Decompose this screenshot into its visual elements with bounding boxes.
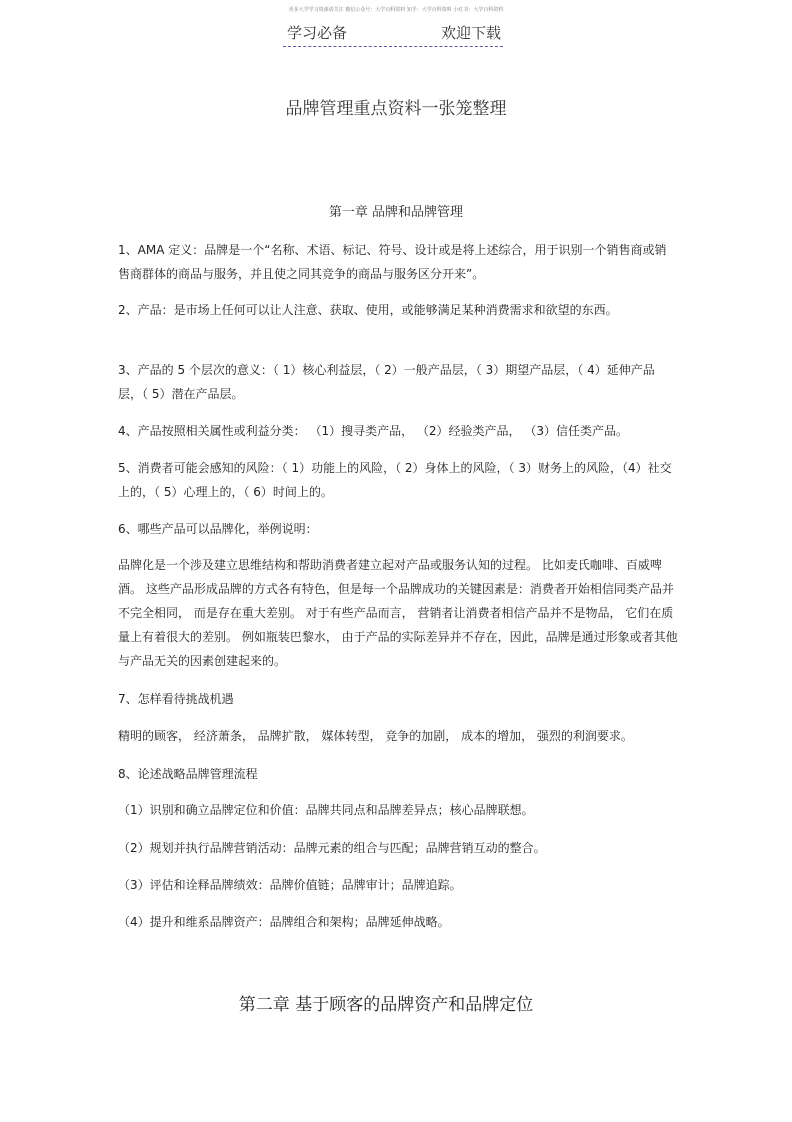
- document-title: 品牌管理重点资料一张笼整理: [285, 99, 507, 119]
- item-challenges-question: 7、怎样看待挑战机遇: [118, 692, 234, 706]
- item-product-classification: 4、产品按照相关属性或利益分类： （1）搜寻类产品， （2）经验类产品， （3）信任类产品。: [118, 424, 628, 438]
- watermark-text: 更多大学学习资源请关注 微信公众号：大学百科资料 知乎：大学百科资料 小红书：大学百科资料: [288, 7, 504, 13]
- chapter-2-heading: 第二章 基于顾客的品牌资产和品牌定位: [238, 995, 534, 1015]
- item-process-step-3: （3）评估和诠释品牌绩效：品牌价值链；品牌审计；品牌追踪。: [118, 878, 462, 892]
- item-process-step-1: （1）识别和确立品牌定位和价值：品牌共同点和品牌差异点；核心品牌联想。: [118, 803, 534, 817]
- item-branding-answer: 品牌化是一个涉及建立思维结构和帮助消费者建立起对产品或服务认知的过程。 比如麦氏咖啡、百威啤酒。 这些产品形成品牌的方式各有特色，但是每一个品牌成功的关键因素是：消费者开始相信同类产品并不完全相同， 而是存在重大差别。 对于有些产品而言， 营销者让消费者相信产品并不是物品， 它们在质量上有着很大的差别。 例如瓶装巴黎水， 由于产品的实际差异并不存在，因此，品牌是通过形象或者其他与产品无关的因素创建起来的。: [118, 558, 678, 668]
- item-ama-definition: 1、AMA 定义：品牌是一个“名称、术语、标记、符号、设计或是将上述综合，用于识别一个销售商或销售商群体的商品与服务，并且使之同其竞争的商品与服务区分开来”。: [118, 243, 667, 281]
- item-perceived-risks: 5、消费者可能会感知的风险：（ 1）功能上的风险，（ 2）身体上的风险，（ 3）财务上的风险，（4）社交上的，（ 5）心理上的，（ 6）时间上的。: [118, 461, 672, 499]
- item-process-step-4: （4）提升和维系品牌资产：品牌组合和架构；品牌延伸战略。: [118, 915, 450, 929]
- header-left-text: 学习必备: [287, 24, 348, 42]
- item-product-levels: 3、产品的 5 个层次的意义：（ 1）核心利益层，（ 2）一般产品层，（ 3）期望产品层，（ 4）延伸产品层，（ 5）潜在产品层。: [118, 363, 655, 401]
- item-challenges-answer: 精明的顾客， 经济萧条， 品牌扩散， 媒体转型， 竞争的加剧， 成本的增加， 强烈的利润要求。: [118, 729, 633, 743]
- item-strategic-process-question: 8、论述战略品牌管理流程: [118, 767, 258, 781]
- page-header: [283, 22, 503, 47]
- header-right-text: 欢迎下载: [440, 24, 501, 42]
- item-product-definition: 2、产品：是市场上任何可以让人注意、获取、使用，或能够满足某种消费需求和欲望的东西。: [118, 303, 618, 317]
- chapter-1-heading: 第一章 品牌和品牌管理: [328, 205, 464, 220]
- item-branding-question: 6、哪些产品可以品牌化，举例说明：: [118, 522, 318, 536]
- item-process-step-2: （2）规划并执行品牌营销活动：品牌元素的组合与匹配；品牌营销互动的整合。: [118, 841, 546, 855]
